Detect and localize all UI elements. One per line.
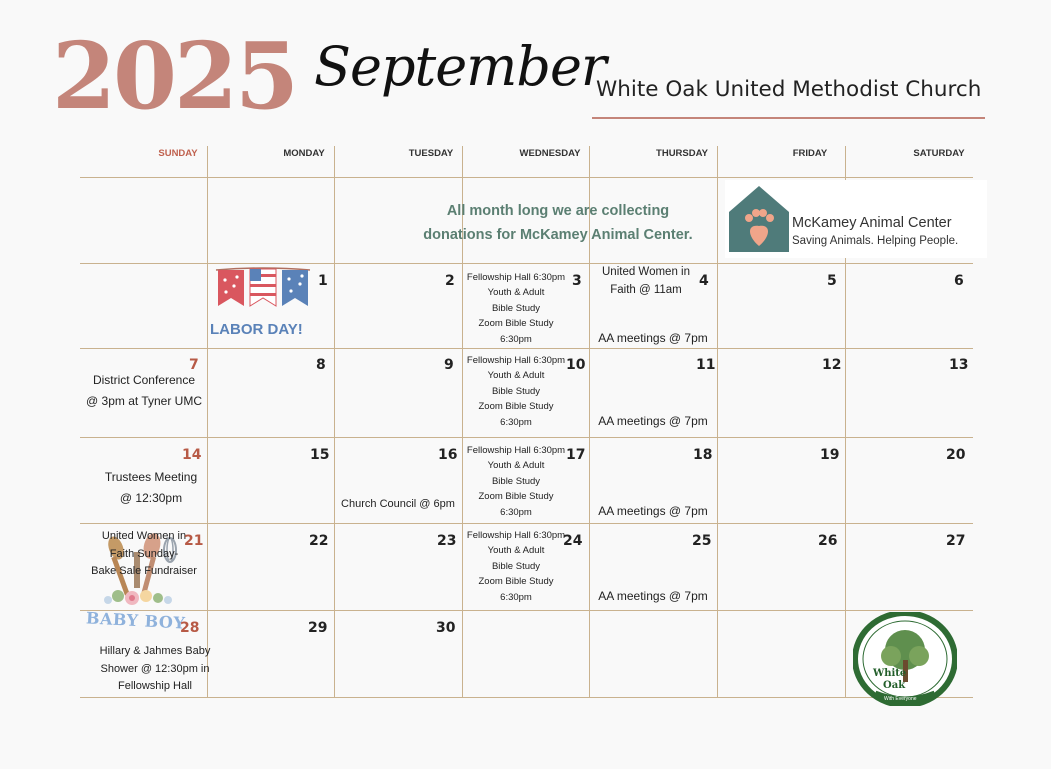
donation-line-1: All month long we are collecting (446, 203, 670, 219)
day-number: 11 (696, 357, 716, 373)
weekday-monday: MONDAY (283, 148, 325, 159)
day-number: 13 (949, 357, 969, 373)
day-number: 4 (699, 273, 709, 289)
grid-hline (80, 697, 973, 698)
baby-shower-event: Hillary & Jahmes Baby Shower @ 12:30pm in Fellowship Hall (99, 645, 211, 693)
year-title: 2025 (52, 22, 297, 130)
aa-meeting-event: AA meetings @ 7pm (598, 331, 708, 345)
grid-hline (80, 523, 973, 524)
weekday-wednesday: WEDNESDAY (519, 148, 581, 159)
mckamey-logo (725, 180, 987, 258)
day-number: 22 (309, 533, 329, 549)
day-number: 20 (946, 447, 966, 463)
day-number: 1 (318, 273, 328, 289)
day-number: 23 (437, 533, 457, 549)
day-number: 16 (438, 447, 458, 463)
white-oak-line1: White (873, 668, 907, 679)
donation-line-2: donations for McKamey Animal Center. (423, 226, 693, 243)
day-number: 10 (566, 357, 586, 373)
trustees-meeting-event: Trustees Meeting @ 12:30pm (104, 470, 198, 505)
day-number: 17 (566, 447, 586, 463)
church-underline (592, 117, 985, 119)
month-title: September (314, 35, 606, 98)
day-number: 3 (572, 273, 582, 289)
mckamey-name: McKamey Animal Center (792, 215, 952, 231)
bake-sale-event: United Women in Faith Sunday- Bake Sale Fundraiser (91, 530, 197, 578)
donation-banner (396, 200, 720, 248)
day-number: 28 (180, 620, 200, 636)
wednesday-events: Fellowship Hall 6:30pm Youth & Adult Bible Study Zoom Bible Study 6:30pm (466, 530, 566, 603)
district-conference-event: District Conference @ 3pm at Tyner UMC (86, 373, 202, 408)
white-oak-logo (853, 612, 957, 706)
aa-meeting-event: AA meetings @ 7pm (598, 414, 708, 428)
bunting-flags-icon (214, 266, 312, 310)
wednesday-events: Fellowship Hall 6:30pm Youth & Adult Bible Study Zoom Bible Study 6:30pm (466, 272, 566, 345)
aa-meeting-event: AA meetings @ 7pm (598, 589, 708, 603)
baby-boy-label: BABY BOY (85, 608, 186, 633)
day-number: 15 (310, 447, 330, 463)
church-name: White Oak United Methodist Church (596, 77, 982, 102)
aa-meeting-event: AA meetings @ 7pm (598, 504, 708, 518)
day-number: 2 (445, 273, 455, 289)
grid-vline (334, 146, 335, 698)
wednesday-events: Fellowship Hall 6:30pm Youth & Adult Bible Study Zoom Bible Study 6:30pm (466, 355, 566, 428)
day-number: 21 (184, 533, 204, 549)
day-number: 14 (182, 447, 202, 463)
day-number: 6 (954, 273, 964, 289)
day-number: 18 (693, 447, 713, 463)
weekday-thursday: THURSDAY (656, 148, 708, 159)
paw-house-icon (727, 184, 791, 254)
day-number: 8 (316, 357, 326, 373)
day-number: 5 (827, 273, 837, 289)
weekday-saturday: SATURDAY (913, 148, 965, 159)
day-number: 27 (946, 533, 966, 549)
grid-vline (207, 146, 208, 698)
weekday-tuesday: TUESDAY (408, 148, 454, 159)
church-council-event: Church Council @ 6pm (341, 498, 455, 510)
white-oak-line2: Oak (883, 680, 906, 691)
grid-hline (80, 610, 973, 611)
grid-hline (80, 263, 973, 264)
weekday-sunday: SUNDAY (158, 148, 198, 159)
mckamey-tagline: Saving Animals. Helping People. (792, 235, 959, 247)
day-number: 25 (692, 533, 712, 549)
day-number: 19 (820, 447, 840, 463)
grid-hline (80, 437, 973, 438)
day-number: 26 (818, 533, 838, 549)
grid-hline (80, 177, 973, 178)
grid-hline (80, 348, 973, 349)
day-number: 9 (444, 357, 454, 373)
day-number: 24 (563, 533, 583, 549)
uwf-event: United Women in Faith @ 11am (602, 266, 690, 297)
day-number: 12 (822, 357, 842, 373)
labor-day-label: LABOR DAY! (210, 321, 303, 338)
day-number: 30 (436, 620, 456, 636)
wednesday-events: Fellowship Hall 6:30pm Youth & Adult Bible Study Zoom Bible Study 6:30pm (466, 445, 566, 518)
day-number: 29 (308, 620, 328, 636)
weekday-friday: FRIDAY (792, 148, 828, 159)
day-number: 7 (189, 357, 199, 373)
white-oak-band: With Everyone (884, 696, 917, 702)
